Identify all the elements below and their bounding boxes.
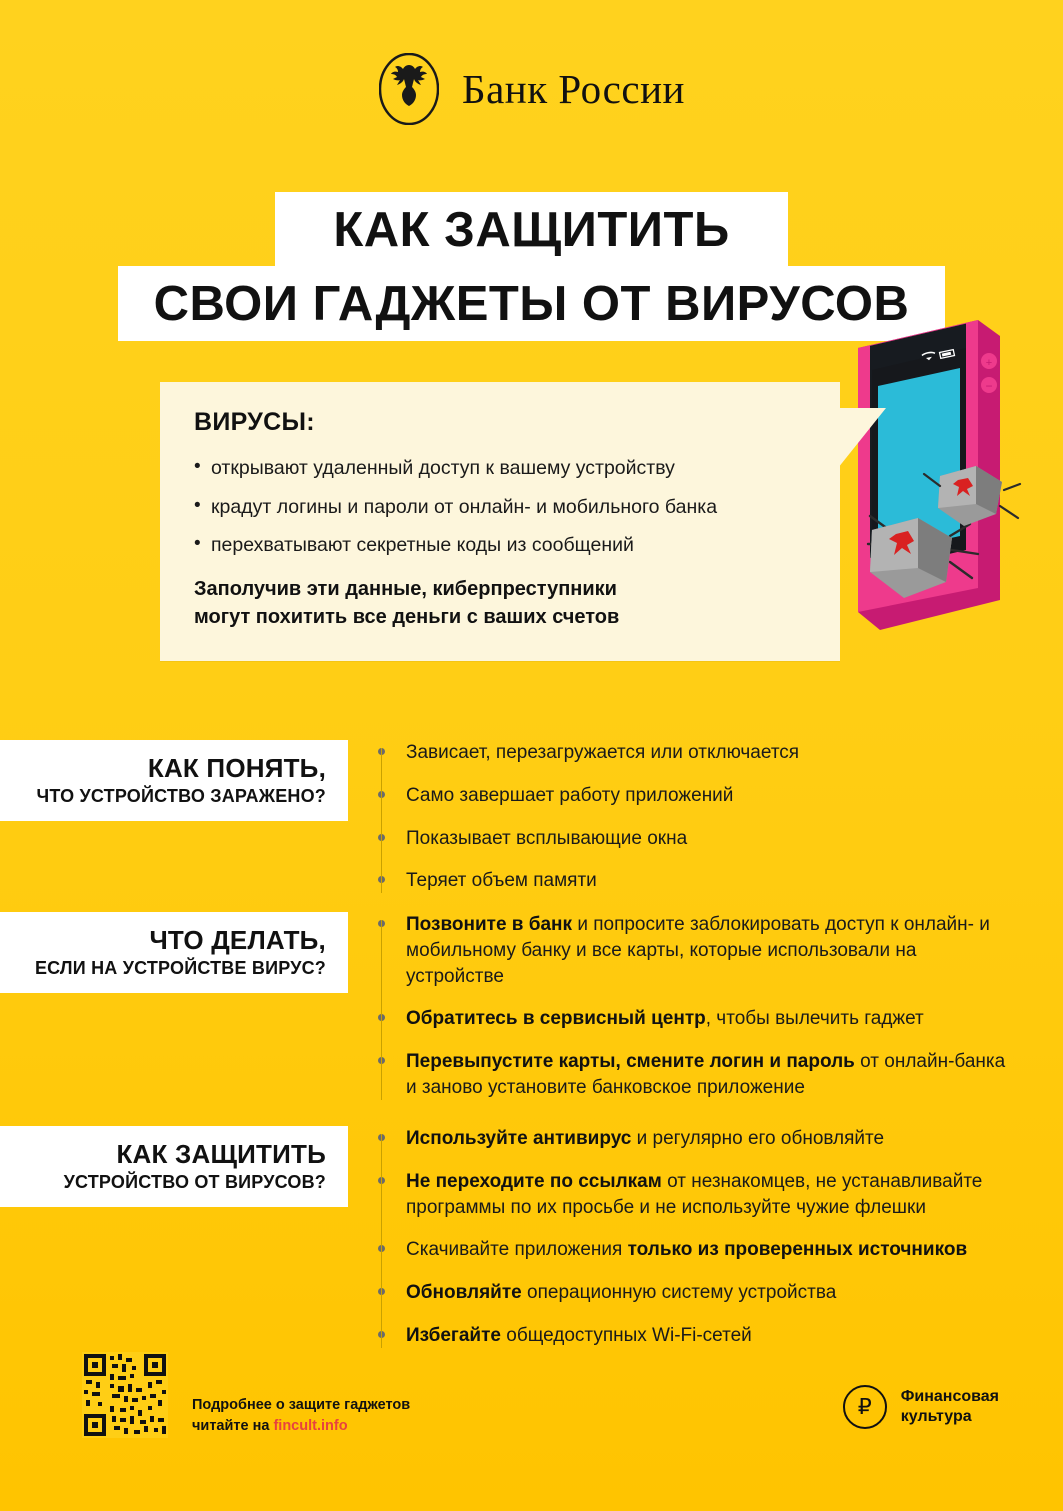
svg-text:+: + [985,357,993,369]
section-items [378,740,1018,911]
page-title-line-1: КАК ЗАЩИТИТЬ [275,192,787,266]
section-label [0,740,348,821]
list-item-text: Избегайте [406,1325,501,1347]
list-item [378,1049,1018,1101]
brand-header [0,52,1063,126]
section-label-line-2: УСТРОЙСТВО ОТ ВИРУСОВ? [63,1172,326,1193]
list-item-text: Показывает всплывающие окна [406,827,688,849]
callout-list [194,455,810,560]
callout-list-item: • перехватывают секретные коды из сообщений [194,532,810,560]
fincult-label [901,1387,999,1427]
connector-line [381,920,382,1100]
list-item-text: от онлайн-банка и заново установите банковское приложение [406,1051,1006,1099]
list-item-text: только из проверенных источников [627,1239,968,1261]
section-label-line-1: КАК ПОНЯТЬ, [147,753,326,783]
list-item [378,912,1018,989]
list-item-text: Используйте антивирус [406,1128,632,1149]
fincult-label-line-2: культура [900,1408,972,1425]
callout-list-item: • крадут логины и пароли от онлайн- и мобильного банка [194,494,810,522]
section-label [0,912,348,993]
callout-list-item: • открывают удаленный доступ к вашему устройству [194,455,810,483]
list-item-text: Обратитесь в сервисный центр [406,1008,706,1030]
list-item [378,1169,1018,1221]
footer-note-line-2 [192,1416,410,1437]
section-label-line-1: ЧТО ДЕЛАТЬ, [149,925,326,955]
ruble-icon: ₽ [843,1385,887,1429]
section-label [0,1126,348,1207]
connector-line [381,748,382,893]
fincult-link[interactable]: fincult.info [273,1418,348,1435]
callout-conclusion-line-1: Заполучив эти данные, киберпреступники [194,578,617,601]
list-item [378,1006,1018,1032]
list-item-text: , чтобы вылечить гаджет [705,1008,924,1030]
list-item-text: Перевыпустите карты, смените логин и пароль [406,1051,855,1073]
section-label-line-2: ЕСЛИ НА УСТРОЙСТВЕ ВИРУС? [34,958,326,979]
list-item [378,740,1018,766]
page-title-line-2: СВОИ ГАДЖЕТЫ ОТ ВИРУСОВ [118,266,946,340]
list-item-text: и попросите заблокировать доступ к онлайн- и мобильному банку и все карты, которые использовали на устройстве [406,914,990,987]
list-item-text: Обновляйте [406,1282,522,1304]
section-items [378,912,1018,1118]
list-item-text: Зависает, перезагружается или отключается [406,742,800,763]
double-headed-eagle-icon [378,52,440,126]
list-item-text: от незнакомцев, не устанавливайте программы по их просьбе и не используйте чужие флешки [406,1170,983,1218]
section-label-line-1: КАК ЗАЩИТИТЬ [116,1139,326,1169]
list-item-text: Не переходите по ссылкам [406,1170,662,1192]
footer-note [192,1395,410,1437]
section-label-line-2: ЧТО УСТРОЙСТВО ЗАРАЖЕНО? [36,786,326,807]
list-item-text: операционную систему устройства [521,1282,837,1304]
callout-conclusion [194,576,810,631]
list-item-text: Скачивайте приложения [406,1239,628,1261]
list-item-text: Само завершает работу приложений [406,784,734,806]
list-item-text: общедоступных Wi-Fi-сетей [500,1325,752,1347]
list-item [378,868,1018,894]
fincult-logo [843,1385,999,1429]
list-item [378,1323,1018,1349]
svg-text:−: − [985,379,993,393]
list-item [378,1280,1018,1306]
list-item [378,783,1018,809]
list-item [378,826,1018,852]
footer-note-prefix: читайте на [192,1418,274,1435]
fincult-label-line-1: Финансовая [900,1388,999,1405]
list-item-text: и регулярно его обновляйте [631,1128,885,1149]
qr-code-icon[interactable] [82,1352,168,1438]
callout-heading: ВИРУСЫ: [194,408,315,436]
brand-name: Банк России [462,66,685,112]
callout-conclusion-line-2: могут похитить все деньги с ваших счетов [194,605,620,628]
list-item-text: Позвоните в банк [406,914,573,935]
connector-line [381,1134,382,1348]
footer-note-line-1: Подробнее о защите гаджетов [192,1397,411,1413]
list-item [378,1126,1018,1152]
virus-info-callout [160,382,840,661]
list-item [378,1237,1018,1263]
section-items [378,1126,1018,1366]
list-item-text: Теряет объем памяти [406,870,597,892]
